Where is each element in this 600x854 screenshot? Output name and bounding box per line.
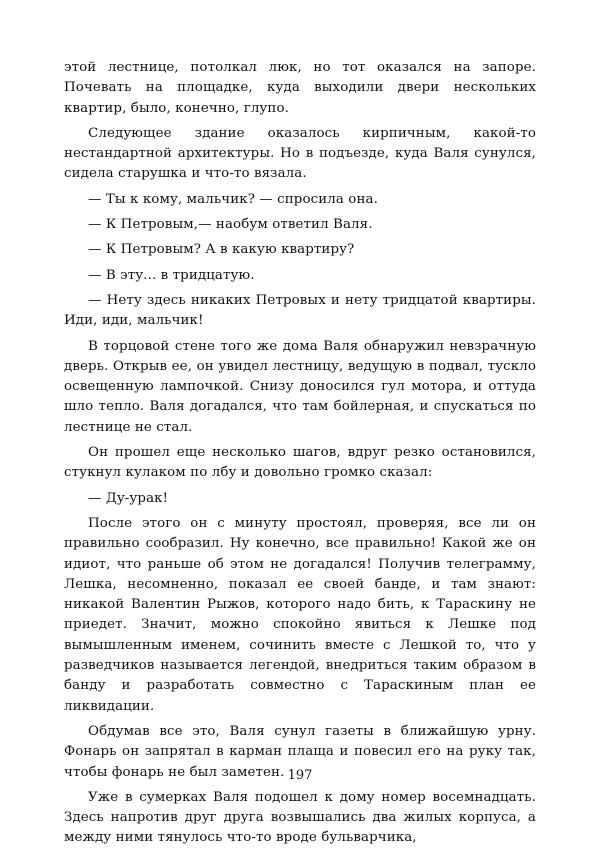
paragraph-2: Следующее здание оказалось кирпичным, какой-то нестандартной архитектуры. Но в подъезде, куда Валя сунулся, сидела старушка и что-то вязала. — [64, 125, 536, 182]
dialogue-line-3: — К Петровым? А в какую квартиру? — [88, 242, 355, 258]
paragraph-4: Он прошел еще несколько шагов, вдруг резко остановился, стукнул кулаком по лбу и довольно громко сказал: — [64, 445, 536, 481]
dialogue-line-6: — Ду-урак! — [88, 490, 169, 506]
dialogue-line-5: — Нету здесь никаких Петровых и нету тридцатой квартиры. Иди, иди, мальчик! — [64, 292, 536, 329]
paragraph-1: этой лестнице, потолкал люк, но тот оказался на запоре. Почевать на площадке, куда выходили двери нескольких квартир, было, конечно, глупо. — [64, 60, 536, 116]
page-number: 197 — [287, 768, 313, 783]
page-body — [64, 58, 536, 854]
paragraph-3: В торцовой стене того же дома Валя обнаружил невзрачную дверь. Открыв ее, он увидел лестницу, ведущую в подвал, тускло освещенную лампочкой. Снизу доносился гул мотора, и оттуда шло тепло. Валя догадался, что там бойлерная, и спускаться по лестнице не стал. — [64, 338, 536, 435]
dialogue-line-1: — Ты к кому, мальчик? — спросила она. — [88, 191, 378, 207]
paragraph-5: После этого он с минуту простоял, проверяя, все ли он правильно сообразил. Ну конечно, все правильно! Какой же он идиот, что раньше об этом не догадался! Получив телеграмму, Лешка, несомненно, показал ее своей банде, и там знают: никакой Валентин Рыжов, которого надо бить, к Тараскину не приедет. Значит, можно спокойно явиться к Лешке под вымышленным именем, сочинить вместе с Лешкой то, что у разведчиков называется легендой, внедриться таким образом в банду и разработать совместно с Тараскиным план ее ликвидации. — [64, 515, 536, 714]
paragraph-6: Обдумав все это, Валя сунул газеты в ближайшую урну. Фонарь он запрятал в карман плаща и повесил его на руку так, чтобы фонарь не был заметен. — [64, 723, 536, 780]
paragraph-7: Уже в сумерках Валя подошел к дому номер восемнадцать. Здесь напротив друг друга возвышались два жилых корпуса, а между ними тянулось что-то вроде бульварчика, — [64, 789, 536, 846]
dialogue-line-2: — К Петровым,— наобум ответил Валя. — [88, 217, 373, 233]
dialogue-line-4: — В эту... в тридцатую. — [88, 267, 255, 283]
